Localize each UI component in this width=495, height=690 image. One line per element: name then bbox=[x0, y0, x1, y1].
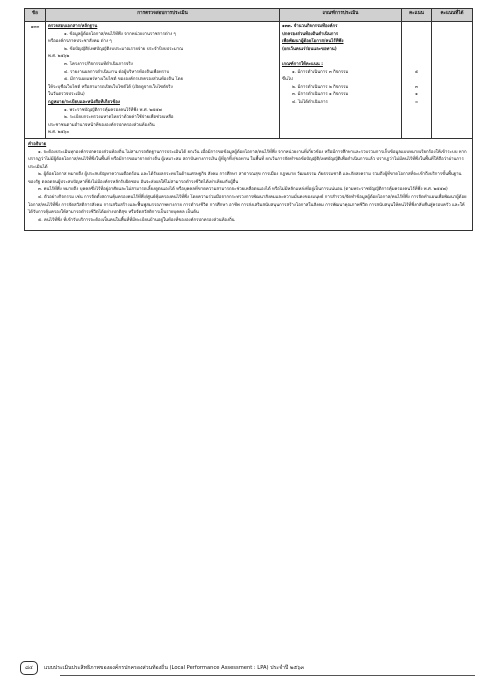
criteria-line bbox=[282, 53, 399, 61]
header-check: การตรวจสอบการประเมิน bbox=[46, 9, 280, 22]
criteria-line: ๔. ไม่ได้ดำเนินการ bbox=[292, 99, 328, 105]
criteria-line: ปกครองส่วนท้องถิ่นดำเนินการ bbox=[282, 31, 339, 37]
score-value bbox=[404, 76, 429, 84]
check-line: ๕. มีการเผยแพร่ทางเว็บไซต์ ขององค์กรปกครองส่วนท้องถิ่น โดย bbox=[64, 77, 184, 83]
header-item-no: ข้อ bbox=[25, 9, 46, 22]
check-line: ในวันตรวจประเมิน) bbox=[48, 92, 85, 98]
score-value bbox=[404, 61, 429, 69]
score-value bbox=[404, 38, 429, 46]
criteria-line: ๒. มีการดำเนินการ ๒ กิจกรรม bbox=[292, 84, 349, 90]
score-value: ๓ bbox=[415, 84, 418, 90]
check-line: ให้ระบุชื่อเว็บไซต์ หรือสามารถเปิดเว็บไซต์ได้ (เปิดดูจากเว็บไซต์จริง bbox=[48, 84, 173, 90]
check-line: ๒. ข้อบัญญัติ/เทศบัญญัติงบประมาณรายจ่าย ประจำปีงบประมาณ bbox=[64, 46, 184, 52]
page-number: ๘๔ bbox=[20, 661, 38, 675]
score-value: ๑ bbox=[415, 92, 418, 98]
explanation-paragraph: ๕. คนไร้ที่พึ่ง ที่เข้ารับบริการจะต้องเป็นคนในพื้นที่ที่มีทะเบียนบ้านอยู่ในท้องที่ขององค์กรปกครองส่วนท้องถิ่น bbox=[38, 217, 235, 223]
criteria-line: ขึ้นไป bbox=[282, 77, 293, 83]
score-value bbox=[404, 46, 429, 54]
score-value bbox=[404, 53, 429, 61]
header-criteria: เกณฑ์การประเมิน bbox=[280, 9, 402, 22]
footer-title: แบบประเมินประสิทธิภาพขององค์กรปกครองส่วนท้องถิ่น (Local Performance Assessment : LPA) ประจำปี ๒๕๖๓ bbox=[44, 665, 305, 671]
score-value bbox=[404, 23, 429, 31]
explanation-paragraph: ๔. ตัวอย่างกิจกรรม เช่น การจัดตั้งสถานคุ้มครองคนไร้ที่พึ่ง/ศูนย์คุ้มครองคนไร้ที่พึ่ง โดยความร่วมมือจากกระทรวงการพัฒนาสังคมและความมั่นคงของมนุษย์ การสำรวจ/จัดทำข้อมูลผู้ด้อยโอกาส/คนไร้ที่พึ่ง การจัดทำแผนเพื่อพัฒนาผู้ด้อยโอกาส/คนไร้ที่พึ่ง การจัดสวัสดิการสังคม การเสริมสร้างและฟื้นฟูสมรรถภาพทางกาย การดำรงชีวิต การศึกษา อาชีพ การส่งเสริมสนับสนุนการสร้างโอกาสในสังคม การพัฒนาคุณภาพชีวิต การสนับสนุนให้คนไร้ที่พึ่งกลับคืนสู่ครอบครัว และให้ได้รับการคุ้มครองให้สามารถดำรงชีวิตได้อย่างปกติสุข หรือจัดสวัสดิการเป็นรายบุคคล เป็นต้น bbox=[28, 195, 467, 216]
explanation-paragraph: ๑. จะต้องประเมินทุกองค์กรปกครองส่วนท้องถิ่น ไม่สามารถตัดฐานการประเมินได้ ยกเว้น เมื่อมีการขอข้อมูลผู้ด้อยโอกาส/คนไร้ที่พึ่ง จากหน่วยงานที่เกี่ยวข้อง หรือมีการศึกษาและรวบรวมการเก็บข้อมูลแบบหมายเรียกร้องให้เข้าระบบ หากปรากฏว่าไม่มีผู้ด้อยโอกาส/คนไร้ที่พึ่งในพื้นที่ หรือมีการขอมาจากต่างถิ่น ผู้เหมาะสม สถาบันทางการเงิน ผู้ที่ถูกทิ้ง/ขอทาน ในพื้นที่ ยกเว้นการจัดทำขอข้อบัญญัติ/เทศบัญญัติเพื่อดำเนินการแล้ว ปรากฏว่าไม่มีคนไร้ที่พึ่งในพื้นที่ให้ถือว่าผ่านการประเมินได้ bbox=[28, 149, 467, 170]
explanation-cell bbox=[25, 138, 473, 231]
check-line: ประชาชนตามอำนาจหน้าที่ขององค์กรปกครองส่วนท้องถิ่น bbox=[48, 122, 155, 128]
score-value: ๕ bbox=[414, 69, 419, 75]
check-line: พ.ศ. ๒๕๖๒ bbox=[48, 54, 70, 60]
check-line: ๑. พระราชบัญญัติการคุ้มครองคนไร้ที่พึ่ง พ.ศ. ๒๕๕๗ bbox=[64, 107, 162, 113]
page-footer bbox=[20, 660, 475, 676]
table-header-row bbox=[25, 9, 473, 22]
score-value bbox=[404, 31, 429, 39]
score-cell bbox=[402, 22, 432, 139]
explanation-row bbox=[25, 138, 473, 231]
criteria-line: ๓. มีการดำเนินการ ๑ กิจกรรม bbox=[292, 92, 349, 98]
table-row bbox=[25, 22, 473, 139]
criteria-line: เกณฑ์การให้คะแนน : bbox=[282, 61, 323, 67]
header-score: คะแนน bbox=[402, 9, 432, 22]
score-received-cell[interactable] bbox=[432, 22, 473, 139]
criteria-line: เพื่อพัฒนาผู้ด้อยโอกาส/คนไร้ที่พึ่ง bbox=[282, 39, 344, 45]
check-line: ๑. ข้อมูลผู้ด้อยโอกาส/คนไร้ที่พึ่ง จากหน่วยงานราชการต่าง ๆ bbox=[64, 31, 176, 37]
criteria-line: (ยกเว้นคนเร่ร่อนและขอทาน) bbox=[282, 46, 337, 52]
check-line: กฎหมาย/ระเบียบและหนังสือที่เกี่ยวข้อง bbox=[48, 99, 120, 105]
check-line: พ.ศ. ๒๕๖๐ bbox=[48, 130, 70, 136]
header-score-received: คะแนนที่ได้ bbox=[432, 9, 473, 22]
criteria-line: ๑๓๓. จำนวนกิจกรรมที่องค์กร bbox=[282, 24, 338, 29]
assessment-sheet bbox=[24, 8, 472, 231]
check-line: ๔. รายงานผลการดำเนินงาน ต่อผู้บริหารท้องถิ่นเพื่อทราบ bbox=[64, 69, 170, 75]
check-line: ๓. โครงการ/กิจกรรมที่ดำเนินการจริง bbox=[64, 61, 133, 67]
explanation-paragraph: ๒. ผู้ด้อยโอกาส หมายถึง ผู้ประสบปัญหาความเดือดร้อน และได้รับผลกระทบในด้านเศรษฐกิจ สังคม การศึกษา สาธารณสุข การเมือง กฎหมาย วัฒนธรรม ภัยธรรมชาติ และภัยสงคราม รวมถึงผู้ที่ขาดโอกาสที่จะเข้าถึงบริการขั้นพื้นฐานของรัฐ ตลอดจนผู้ประสบปัญหาที่ยังไม่มีองค์กรหลักรับผิดชอบ อันจะส่งผลให้ไม่สามารถดำรงชีวิตได้เท่าเทียมกับผู้อื่น bbox=[28, 172, 462, 185]
item-number: ๑๓๓ bbox=[25, 22, 46, 139]
assessment-table bbox=[24, 8, 473, 231]
explanation-title: คำอธิบาย bbox=[28, 141, 47, 147]
check-line: ตรวจสอบเอกสาร/หลักฐาน bbox=[48, 24, 98, 29]
check-line: หรือองค์กรภาคประชาสังคม ต่าง ๆ bbox=[48, 39, 112, 45]
criteria-cell bbox=[280, 22, 402, 139]
footer-divider bbox=[60, 675, 475, 676]
explanation-paragraph: ๓. คนไร้ที่พึ่ง หมายถึง บุคคลซึ่งไร้ที่อยู่อาศัยและไม่สามารถเลี้ยงดูตนเองได้ หรือบุคคลที่ขาดความสามารถจะช่วยเหลือตนเองได้ หรือไม่มีหลักแหล่งที่อยู่เป็นการแน่นอน (ตามพระราชบัญญัติการคุ้มครองคนไร้ที่พึ่ง พ.ศ. ๒๕๕๗) bbox=[38, 187, 448, 193]
check-line: ๒. ระเบียบกระทรวงมหาดไทยว่าด้วยค่าใช้จ่ายเพื่อช่วยเหลือ bbox=[64, 115, 174, 121]
score-value: ๐ bbox=[415, 99, 418, 105]
criteria-line: ๑. มีการดำเนินการ ๓ กิจกรรม bbox=[292, 69, 349, 75]
check-cell bbox=[46, 22, 280, 139]
